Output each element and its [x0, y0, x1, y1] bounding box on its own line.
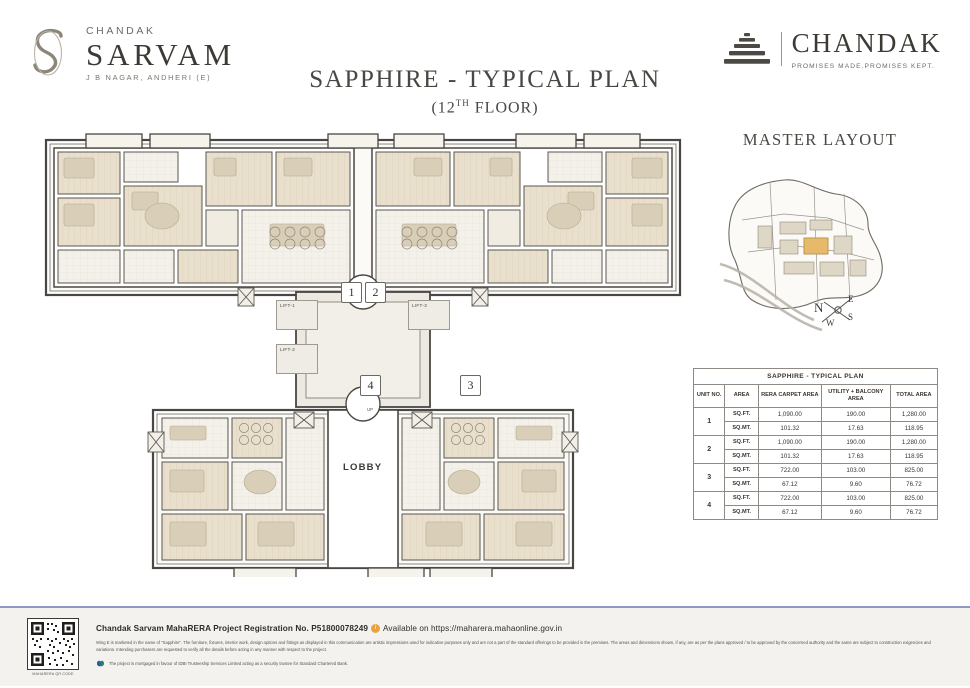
subtitle-prefix: (12 [431, 99, 456, 117]
table-row [694, 407, 938, 421]
table-title: SAPPHIRE - TYPICAL PLAN [694, 369, 938, 385]
table-row [694, 505, 938, 519]
cell-unit1-utility-sqmt: 17.63 [821, 421, 890, 435]
table-row [694, 463, 938, 477]
floor-plan [38, 132, 688, 577]
lift-3: LIFT-3 [408, 300, 450, 330]
cell-unit2-utility-sqft: 190.00 [821, 435, 890, 449]
header-unit-no: UNIT NO. [694, 385, 725, 408]
subtitle-suffix: FLOOR) [469, 99, 539, 117]
cell-unit2-total-sqft: 1,280.00 [890, 435, 937, 449]
floor-plan-drawing [38, 132, 688, 577]
unit-badge-2[interactable]: 2 [365, 282, 386, 303]
cell-unit4-total-sqmt: 76.72 [890, 505, 937, 519]
info-icon: i [371, 624, 380, 633]
maharera-qr-code-icon[interactable] [27, 618, 79, 670]
compass-east-label: E [848, 294, 854, 304]
header-rera-carpet-area: RERA CARPET AREA [758, 385, 821, 408]
cell-unit-3: 3 [694, 463, 725, 491]
cell-unit1-area-sqmt: SQ.MT. [725, 421, 759, 435]
cell-unit1-total-sqmt: 118.95 [890, 421, 937, 435]
cell-unit4-area-sqmt: SQ.MT. [725, 505, 759, 519]
unit-badge-1[interactable]: 1 [341, 282, 362, 303]
cell-unit4-carpet-sqft: 722.00 [758, 491, 821, 505]
page-title: SAPPHIRE - TYPICAL PLAN [309, 66, 661, 93]
brand-top-label: CHANDAK [86, 25, 156, 37]
chandak-pyramid-icon [723, 29, 771, 69]
developer-name: CHANDAK [791, 28, 942, 58]
standard-chartered-icon [96, 659, 105, 668]
header-utility-balcony-area: UTILITY + BALCONY AREA [821, 385, 890, 408]
header-area: AREA [725, 385, 759, 408]
lift-2: LIFT-2 [276, 344, 318, 374]
cell-unit3-carpet-sqmt: 67.12 [758, 477, 821, 491]
header-total-area: TOTAL AREA [890, 385, 937, 408]
cell-unit3-carpet-sqft: 722.00 [758, 463, 821, 477]
subtitle-ordinal: TH [455, 98, 470, 108]
rera-availability[interactable]: Available on https://maharera.mahaonline.gov.in [383, 624, 563, 633]
compass-west-label: W [826, 318, 835, 328]
logo-divider [781, 32, 782, 66]
cell-unit3-area-sqft: SQ.FT. [725, 463, 759, 477]
page-subtitle [0, 98, 970, 117]
lift-1: LIFT-1 [276, 300, 318, 330]
compass-south-label: S [848, 312, 854, 322]
rera-registration-line [96, 624, 946, 633]
developer-logo [723, 28, 942, 70]
cell-unit1-utility-sqft: 190.00 [821, 407, 890, 421]
cell-unit2-area-sqmt: SQ.MT. [725, 449, 759, 463]
table-row [694, 477, 938, 491]
cell-unit4-utility-sqmt: 9.60 [821, 505, 890, 519]
master-layout-title: MASTER LAYOUT [742, 130, 898, 149]
cell-unit3-area-sqmt: SQ.MT. [725, 477, 759, 491]
cell-unit3-total-sqft: 825.00 [890, 463, 937, 477]
compass-north-label: N [814, 300, 824, 315]
rera-registration-number: Chandak Sarvam MahaRERA Project Registration No. P51800078249 [96, 624, 368, 633]
table-row [694, 491, 938, 505]
cell-unit1-carpet-sqft: 1,090.00 [758, 407, 821, 421]
footer-text-block [96, 624, 946, 668]
cell-unit4-area-sqft: SQ.FT. [725, 491, 759, 505]
table-title-row [694, 369, 938, 385]
stair-up-label: UP [367, 407, 374, 412]
brand-location: J B NAGAR, ANDHERI (E) [86, 72, 212, 82]
cell-unit4-total-sqft: 825.00 [890, 491, 937, 505]
cell-unit3-utility-sqft: 103.00 [821, 463, 890, 477]
cell-unit-4: 4 [694, 491, 725, 519]
plan-title-block [0, 66, 970, 117]
unit-badge-3[interactable]: 3 [460, 375, 481, 396]
table-header-row [694, 385, 938, 408]
disclaimer-text: Wing E is marketed in the name of "Sapphire". The furniture, fixtures, interior work, design options and fittings as displayed in this communication are artistic impressions used for indicative purposes only and are not a part of the standard offerings to be provided in the premises. The areas and dimensions shown, if any, are as per the plans approved / to be approved by the concerned authority and the same are subject to construction exigencies and variations. Intending purchasers are requested to verify all the details before acting in any manner with respect to the project. [96, 640, 931, 653]
cell-unit4-carpet-sqmt: 67.12 [758, 505, 821, 519]
cell-unit-1: 1 [694, 407, 725, 435]
area-statement-table [693, 368, 938, 520]
cell-unit1-total-sqft: 1,280.00 [890, 407, 937, 421]
cell-unit2-carpet-sqft: 1,090.00 [758, 435, 821, 449]
mortgage-note [96, 659, 946, 668]
cell-unit4-utility-sqft: 103.00 [821, 491, 890, 505]
cell-unit1-area-sqft: SQ.FT. [725, 407, 759, 421]
cell-unit3-utility-sqmt: 9.60 [821, 477, 890, 491]
compass-rose [814, 288, 862, 336]
table-row [694, 449, 938, 463]
lobby-label: LOBBY [343, 462, 383, 473]
table-row [694, 435, 938, 449]
page-header [0, 0, 970, 118]
cell-unit-2: 2 [694, 435, 725, 463]
cell-unit1-carpet-sqmt: 101.32 [758, 421, 821, 435]
unit-badge-4[interactable]: 4 [360, 375, 381, 396]
table-row [694, 421, 938, 435]
cell-unit3-total-sqmt: 76.72 [890, 477, 937, 491]
qr-block [22, 618, 84, 676]
cell-unit2-carpet-sqmt: 101.32 [758, 449, 821, 463]
cell-unit2-total-sqmt: 118.95 [890, 449, 937, 463]
cell-unit2-utility-sqmt: 17.63 [821, 449, 890, 463]
qr-caption: MAHARERA QR CODE [32, 672, 74, 676]
developer-tagline: PROMISES MADE.PROMISES KEPT. [791, 63, 935, 70]
page-footer [0, 606, 970, 686]
cell-unit2-area-sqft: SQ.FT. [725, 435, 759, 449]
brand-name: SARVAM [86, 36, 235, 72]
mortgage-text: The project is mortgaged in favour of IDBI Trusteeship Services Limited acting as a security trustee for Standard Chartered Bank. [109, 660, 349, 666]
